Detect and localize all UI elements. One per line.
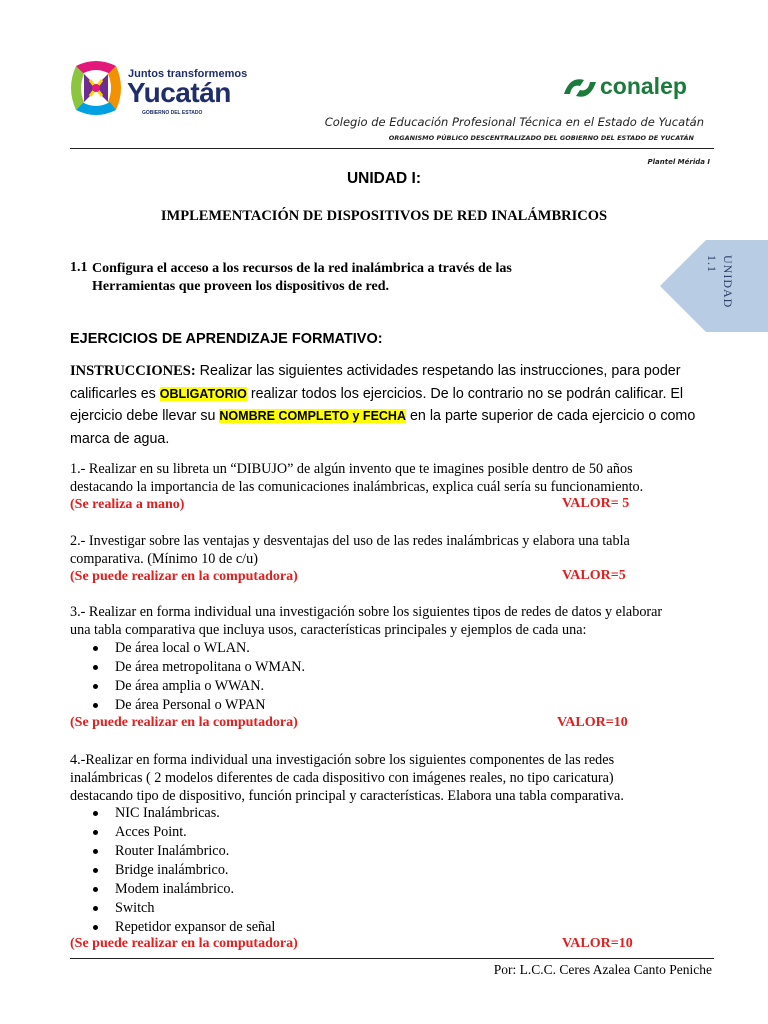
nombre-fecha-highlight: NOMBRE COMPLETO y FECHA	[219, 409, 406, 423]
list-item	[93, 842, 275, 861]
exercise-3-line-2: una tabla comparativa que incluya usos, características principales y ejemplos de cada una:	[70, 622, 587, 638]
exercise-3-list	[93, 639, 305, 715]
unidad-title: UNIDAD I:	[346, 170, 422, 187]
colegio-heading: Colegio de Educación Profesional Técnica en el Estado de Yucatán	[324, 115, 704, 129]
bullet-icon	[93, 887, 98, 892]
bullet-icon	[93, 703, 98, 708]
exercise-1-valor: VALOR= 5	[562, 496, 630, 511]
exercise-1-line-1: 1.- Realizar en su libreta un “DIBUJO” de algún invento que te imagines posible dentro de 50 años	[70, 461, 633, 477]
list-item	[93, 677, 305, 696]
footer-author: Por: L.C.C. Ceres Azalea Canto Peniche	[493, 962, 712, 977]
implementacion-title: IMPLEMENTACIÓN DE DISPOSITIVOS DE RED INALÁMBRICOS	[160, 208, 608, 224]
exercise-4-valor: VALOR=10	[562, 936, 633, 951]
instrucciones-paragraph	[70, 360, 710, 450]
list-item-text: De área Personal o WPAN	[115, 697, 266, 713]
list-item-text: De área metropolitana o WMAN.	[115, 659, 306, 675]
exercise-4-line-2: inalámbricas ( 2 modelos diferentes de cada dispositivo con imágenes reales, no tipo caricatura)	[70, 770, 614, 786]
list-item	[93, 823, 275, 842]
instrucciones-label: INSTRUCCIONES:	[70, 363, 196, 379]
section-number: 1.1	[70, 260, 88, 275]
instrucciones-text-2: realizar todos los ejercicios. De lo contrario no se podrán calificar. El ejercicio debe llevar su	[70, 385, 684, 424]
yucatan-emblem-icon	[70, 60, 122, 116]
exercise-3-valor: VALOR=10	[557, 715, 628, 730]
bullet-icon	[93, 868, 98, 873]
exercise-4-note: (Se puede realizar en la computadora)	[70, 936, 298, 951]
conalep-emblem-icon	[560, 72, 600, 104]
section-line-2: Herramientas que proveen los dispositivos de red.	[92, 279, 389, 294]
list-item-text: Router Inalámbrico.	[115, 843, 230, 859]
side-tab-line-2: 1.1	[705, 255, 719, 273]
list-item	[93, 899, 275, 918]
exercise-3-line-1: 3.- Realizar en forma individual una investigación sobre los siguientes tipos de redes de datos y elaborar	[70, 604, 663, 620]
side-tab-line-1: UNIDAD	[721, 255, 735, 309]
bullet-icon	[93, 925, 98, 930]
list-item-text: De área amplia o WWAN.	[115, 678, 265, 694]
exercise-2-note: (Se puede realizar en la computadora)	[70, 569, 298, 584]
exercise-1-note: (Se realiza a mano)	[70, 497, 185, 512]
footer-divider	[70, 958, 714, 959]
exercise-4-line-3: destacando tipo de dispositivo, función principal y características. Elabora una tabla comparativa.	[70, 788, 624, 804]
bullet-icon	[93, 684, 98, 689]
list-item-text: Modem inalámbrico.	[115, 881, 234, 897]
list-item	[93, 696, 305, 715]
bullet-icon	[93, 830, 98, 835]
conalep-logo	[560, 72, 710, 106]
exercise-2-line-2: comparativa. (Mínimo 10 de c/u)	[70, 551, 258, 567]
exercise-4-line-1: 4.-Realizar en forma individual una investigación sobre los siguientes componentes de las redes	[70, 752, 615, 768]
list-item-text: Repetidor expansor de señal	[115, 919, 276, 935]
plantel-label: Plantel Mérida I	[647, 158, 710, 166]
conalep-logo-name: conalep	[600, 73, 687, 99]
yucatan-logo-top: Juntos transformemos	[128, 68, 248, 80]
yucatan-logo-name: Yucatán	[127, 77, 231, 108]
list-item	[93, 804, 275, 823]
list-item-text: NIC Inalámbricas.	[115, 805, 220, 821]
list-item	[93, 918, 275, 937]
bullet-icon	[93, 811, 98, 816]
ejercicios-heading: EJERCICIOS DE APRENDIZAJE FORMATIVO:	[70, 331, 383, 347]
organismo-subheading: ORGANISMO PÚBLICO DESCENTRALIZADO DEL GOBIERNO DEL ESTADO DE YUCATÁN	[388, 134, 694, 142]
exercise-3-note: (Se puede realizar en la computadora)	[70, 715, 298, 730]
obligatorio-highlight: OBLIGATORIO	[159, 386, 247, 401]
list-item	[93, 658, 305, 677]
list-item-text: De área local o WLAN.	[115, 640, 250, 656]
bullet-icon	[93, 646, 98, 651]
yucatan-logo	[70, 60, 248, 120]
list-item-text: Acces Point.	[115, 824, 187, 840]
list-item	[93, 880, 275, 899]
list-item	[93, 861, 275, 880]
bullet-icon	[93, 665, 98, 670]
yucatan-logo-sub: GOBIERNO DEL ESTADO	[142, 110, 203, 116]
instrucciones-text-1: Realizar las siguientes actividades respetando las instrucciones, para poder calificarles es	[70, 363, 681, 402]
bullet-icon	[93, 906, 98, 911]
list-item-text: Bridge inalámbrico.	[115, 862, 229, 878]
unidad-side-tab-label	[676, 255, 736, 325]
section-text	[92, 260, 562, 296]
exercise-3	[70, 603, 720, 639]
instrucciones-text-3: en la parte superior de cada ejercicio o como marca de agua.	[70, 408, 696, 447]
list-item	[93, 639, 305, 658]
section-line-1: Configura el acceso a los recursos de la red inalámbrica a través de las	[92, 261, 512, 276]
header-divider	[70, 148, 714, 149]
bullet-icon	[93, 849, 98, 854]
exercise-4-list	[93, 804, 275, 937]
exercise-2-line-1: 2.- Investigar sobre las ventajas y desventajas del uso de las redes inalámbricas y elabora una tabla	[70, 533, 630, 549]
exercise-1-line-2: destacando la importancia de las comunicaciones inalámbricas, explica cuál sería su funcionamiento.	[70, 479, 644, 495]
exercise-4	[70, 751, 720, 805]
exercise-2-valor: VALOR=5	[562, 568, 626, 583]
list-item-text: Switch	[115, 900, 155, 916]
